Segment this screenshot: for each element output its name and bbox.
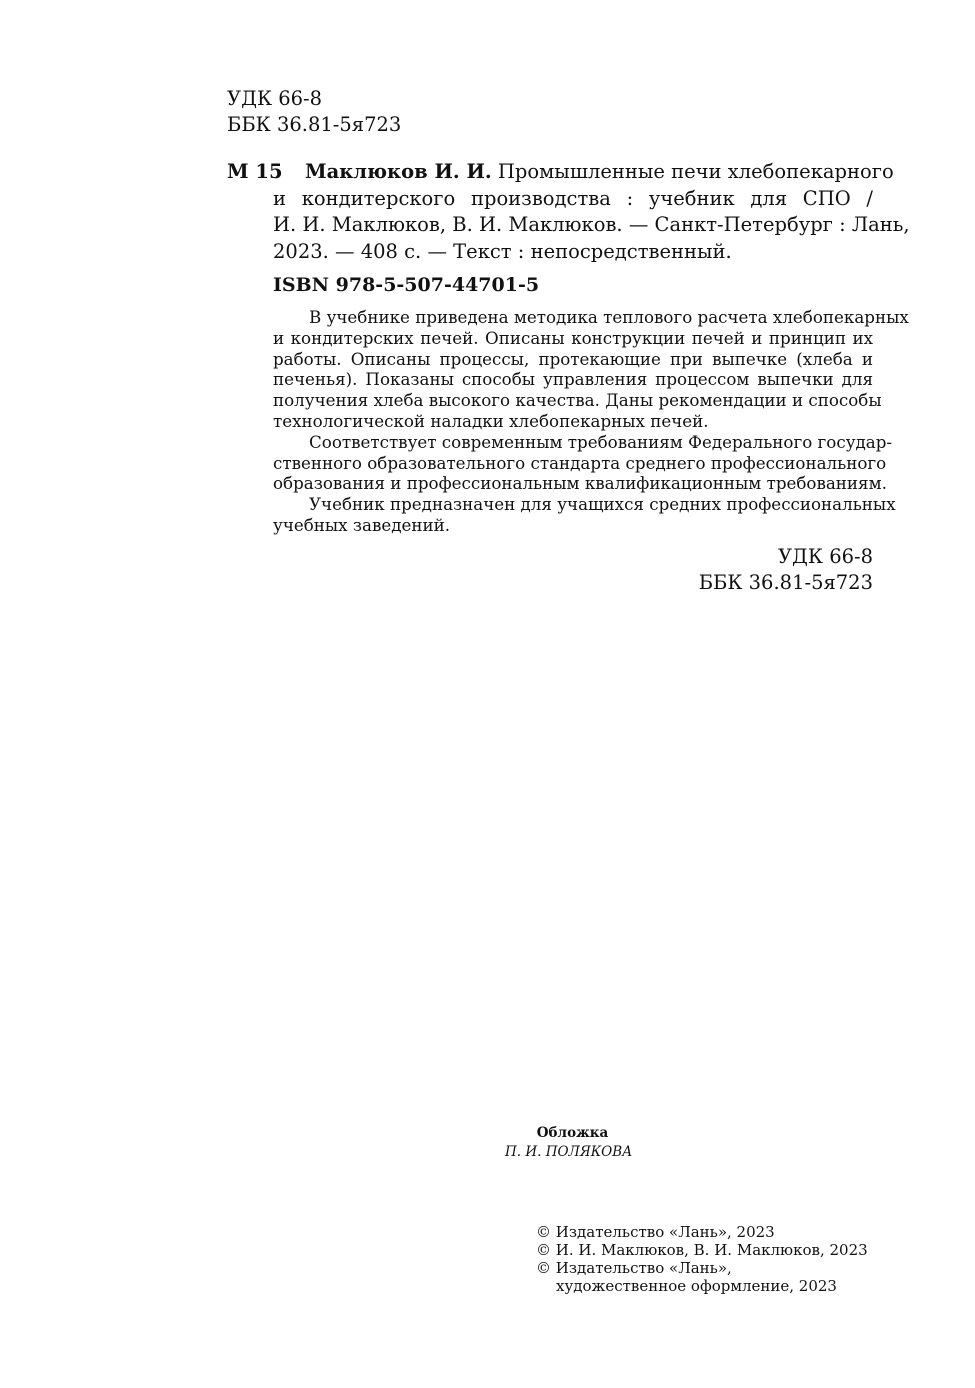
bbk-code-footer: ББК 36.81-5я723 <box>698 571 873 594</box>
abstract-line: и кондитерских печей. Описаны конструкции печей и принцип их <box>273 327 873 348</box>
description-line-1 <box>305 159 894 186</box>
abstract-line: учебных заведений. <box>273 514 451 535</box>
description-line-4: 2023. — 408 с. — Текст : непосредственный. <box>273 239 732 263</box>
isbn: ISBN 978-5-507-44701-5 <box>273 274 540 296</box>
copyright-block <box>536 1223 868 1295</box>
udk-code: УДК 66-8 <box>227 87 323 110</box>
title-start: Промышленные печи хлебопекарного <box>491 160 894 183</box>
abstract-line: печенья). Показаны способы управления процессом выпечки для <box>273 369 873 390</box>
abstract-line: получения хлеба высокого качества. Даны рекомендации и способы <box>273 390 882 411</box>
bbk-code: ББК 36.81-5я723 <box>227 113 402 136</box>
author-index-code: М 15 <box>227 160 283 183</box>
abstract-line: В учебнике приведена методика теплового расчета хлебопекарных <box>309 307 909 327</box>
abstract-line: образования и профессиональным квалификационным требованиям. <box>273 473 887 494</box>
bibliographic-description <box>273 159 910 265</box>
cover-title: Обложка <box>536 1125 609 1141</box>
udk-bbk-footer <box>640 544 873 596</box>
abstract-line: работы. Описаны процессы, протекающие при выпечке (хлеба и <box>273 348 873 369</box>
cover-credit <box>505 1124 640 1162</box>
abstract-line: технологической наладки хлебопекарных печей. <box>273 410 709 431</box>
author-name: Маклюков И. И. <box>305 160 492 183</box>
description-line-2: и кондитерского производства : учебник для СПО / <box>273 186 873 210</box>
abstract-line: Соответствует современным требованиям Федерального государ- <box>309 431 893 452</box>
abstract-line: Учебник предназначен для учащихся средних профессиональных <box>309 494 896 515</box>
udk-bbk-header <box>227 86 401 138</box>
abstract <box>273 307 909 536</box>
copyright-line: © И. И. Маклюков, В. И. Маклюков, 2023 <box>536 1241 868 1259</box>
copyright-line: © Издательство «Лань», 2023 <box>536 1223 775 1241</box>
copyright-line: художественное оформление, 2023 <box>556 1277 837 1295</box>
cover-designer: П. И. ПОЛЯКОВА <box>505 1144 633 1160</box>
description-line-3: И. И. Маклюков, В. И. Маклюков. — Санкт-Петербург : Лань, <box>273 213 910 236</box>
abstract-line: ственного образовательного стандарта среднего профессионального <box>273 452 887 473</box>
udk-code-footer: УДК 66-8 <box>777 545 873 568</box>
copyright-line: © Издательство «Лань», <box>536 1259 732 1277</box>
